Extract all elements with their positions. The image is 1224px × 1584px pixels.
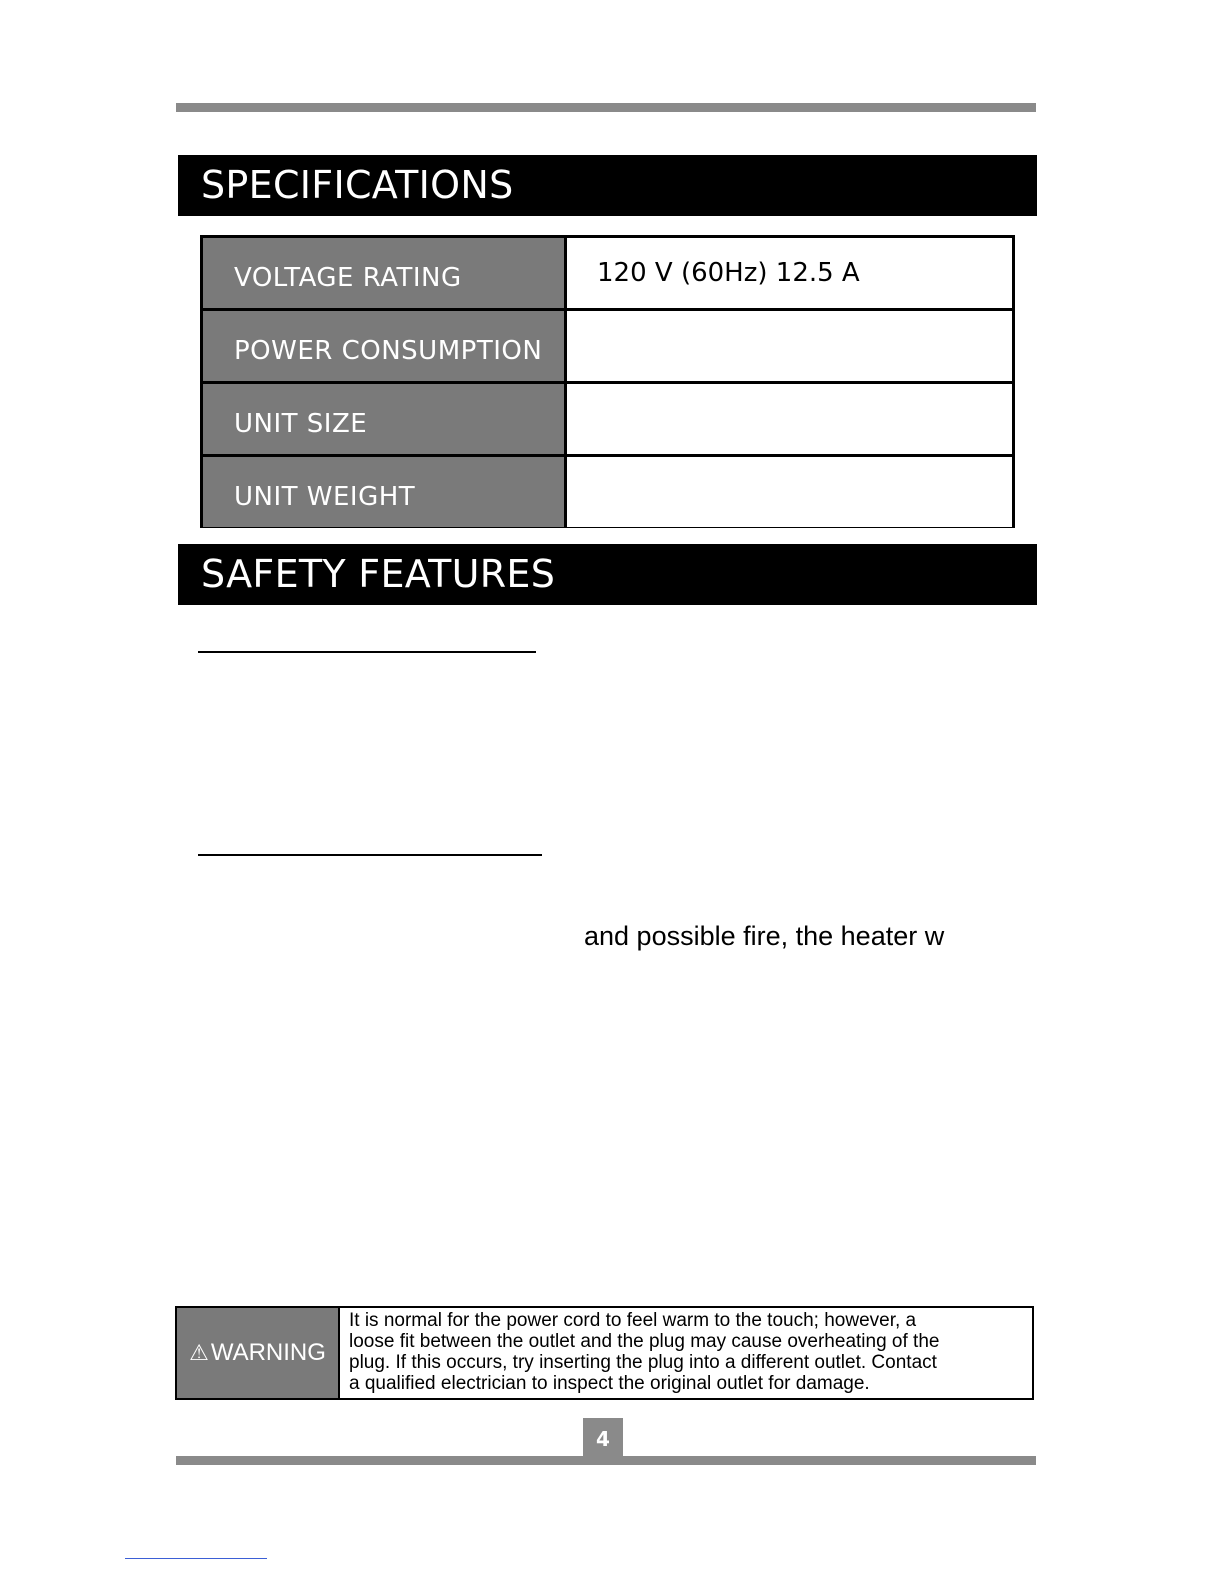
spec-row-voltage xyxy=(203,238,1012,308)
spec-row-power xyxy=(203,311,1012,381)
specifications-table xyxy=(200,235,1015,528)
warning-label-text: WARNING xyxy=(210,1339,326,1366)
subheading-underline xyxy=(198,651,536,653)
spec-label: POWER CONSUMPTION xyxy=(203,311,564,381)
spec-value xyxy=(567,384,1012,454)
safety-text-fragment: and possible fire, the heater w xyxy=(584,921,945,951)
spec-row-size xyxy=(203,384,1012,454)
spec-value: 120 V (60Hz) 12.5 A xyxy=(567,238,1012,308)
warning-line: a qualified electrician to inspect the original outlet for damage. xyxy=(349,1373,870,1394)
top-divider xyxy=(176,103,1036,112)
spec-label: UNIT SIZE xyxy=(203,384,564,454)
safety-features-heading: SAFETY FEATURES xyxy=(178,544,1037,605)
subheading-underline xyxy=(198,854,542,856)
spec-value xyxy=(567,457,1012,527)
page-number: 4 xyxy=(583,1418,623,1461)
warning-label xyxy=(177,1308,340,1398)
spec-value xyxy=(567,311,1012,381)
spec-label: UNIT WEIGHT xyxy=(203,457,564,527)
spec-row-weight xyxy=(203,457,1012,527)
warning-line: It is normal for the power cord to feel warm to the touch; however, a xyxy=(349,1310,917,1331)
warning-box xyxy=(175,1306,1034,1400)
warning-text xyxy=(349,1310,1024,1394)
bottom-divider xyxy=(176,1456,1036,1465)
specifications-heading: SPECIFICATIONS xyxy=(178,155,1037,216)
warning-line: plug. If this occurs, try inserting the plug into a different outlet. Contact xyxy=(349,1352,937,1373)
footer-link-underline xyxy=(125,1558,267,1559)
warning-line: loose fit between the outlet and the plug may cause overheating of the xyxy=(349,1331,940,1352)
warning-triangle-icon: ⚠ xyxy=(189,1340,209,1365)
spec-label: VOLTAGE RATING xyxy=(203,238,564,308)
